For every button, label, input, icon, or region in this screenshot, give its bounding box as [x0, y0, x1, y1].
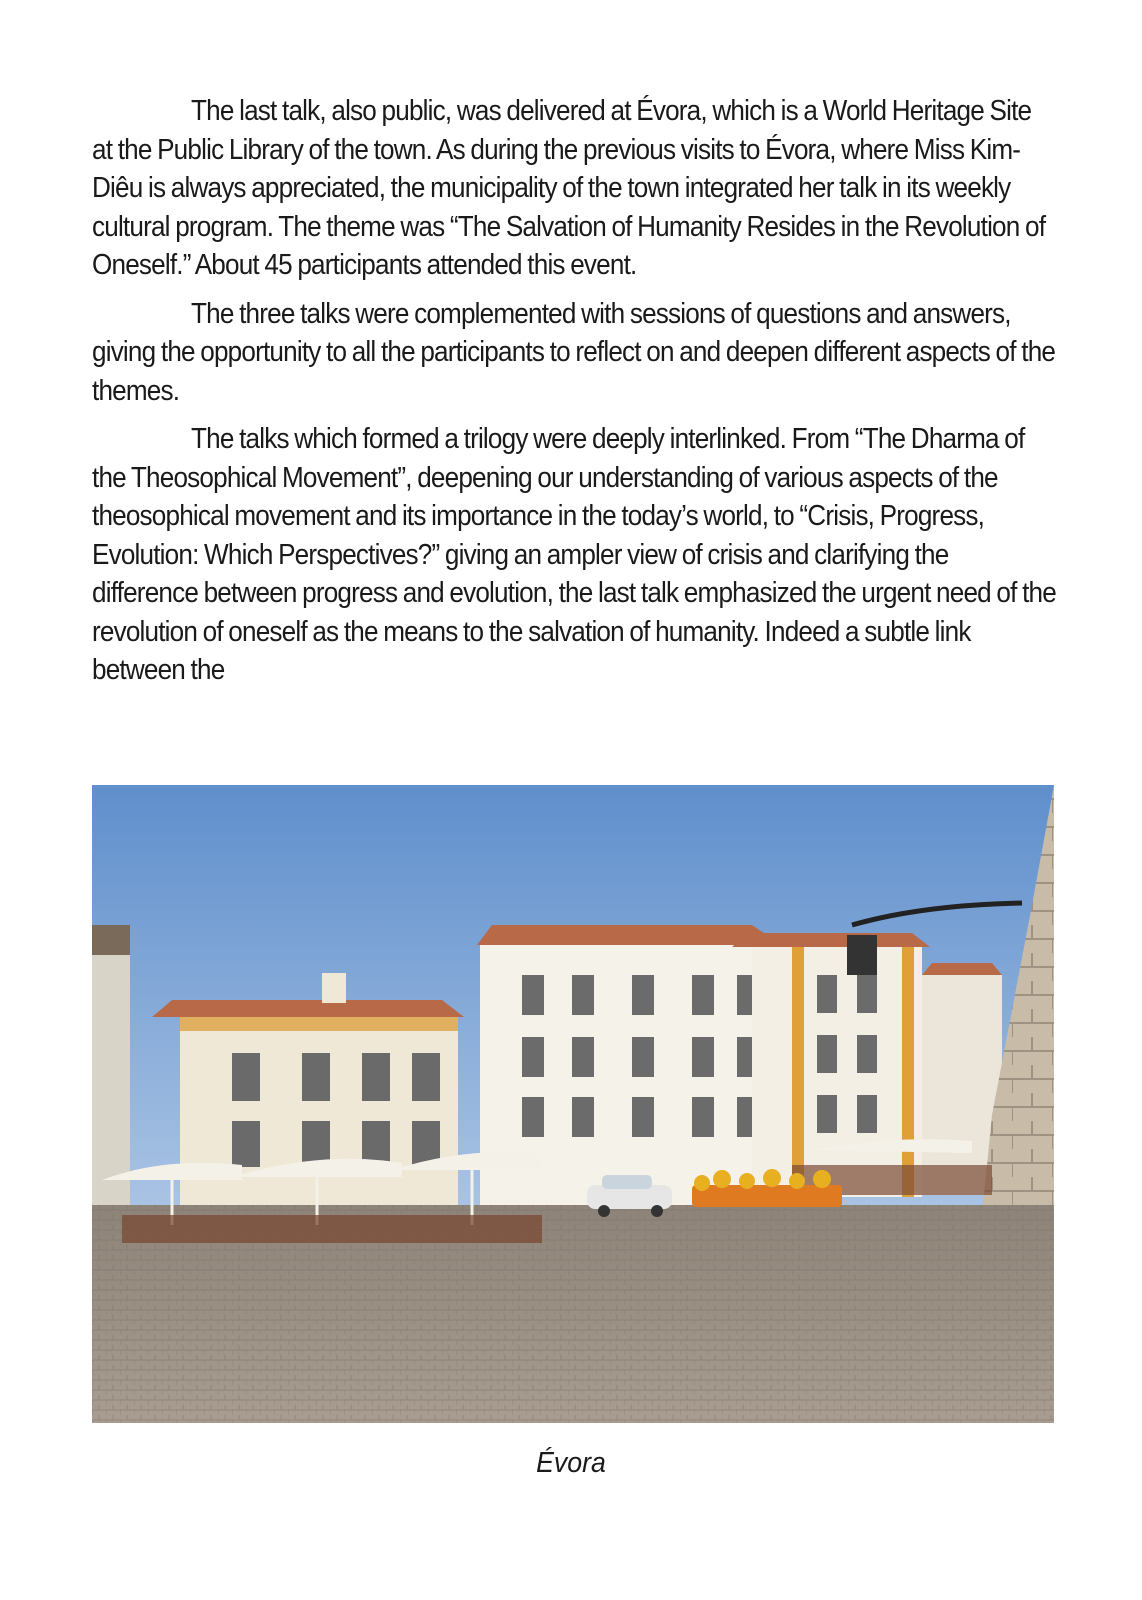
paragraph-2: The three talks were complemented with sessions of questions and answers, giving the opportunity to all the participants to reflect on and deepen different aspects of the themes. — [92, 297, 1056, 407]
evora-square-photo — [92, 785, 1054, 1423]
paragraph-1: The last talk, also public, was delivered at Évora, which is a World Heritage Site at the Public Library of the town. As during the previous visits to Évora, where Miss Kim-Diêu is always appreciated, the municipality of the town integrated her talk in its weekly cultural program. The theme was “The Salvation of Humanity Resides in the Revolution of Oneself.” About 45 participants attended this event. — [92, 95, 1046, 281]
body-text — [92, 92, 1057, 700]
paragraph-3: The talks which formed a trilogy were deeply interlinked. From “The Dharma of the Theosophical Movement”, deepening our understanding of various aspects of the theosophical movement and its importance in the today’s world, to “Crisis, Progress, Evolution: Which Perspectives?” giving an ampler view of crisis and clarifying the difference between progress and evolution, the last talk emphasized the urgent need of the revolution of oneself as the means to the salvation of humanity. Indeed a subtle link between the — [92, 423, 1056, 686]
photo-caption: Évora — [536, 1447, 606, 1479]
